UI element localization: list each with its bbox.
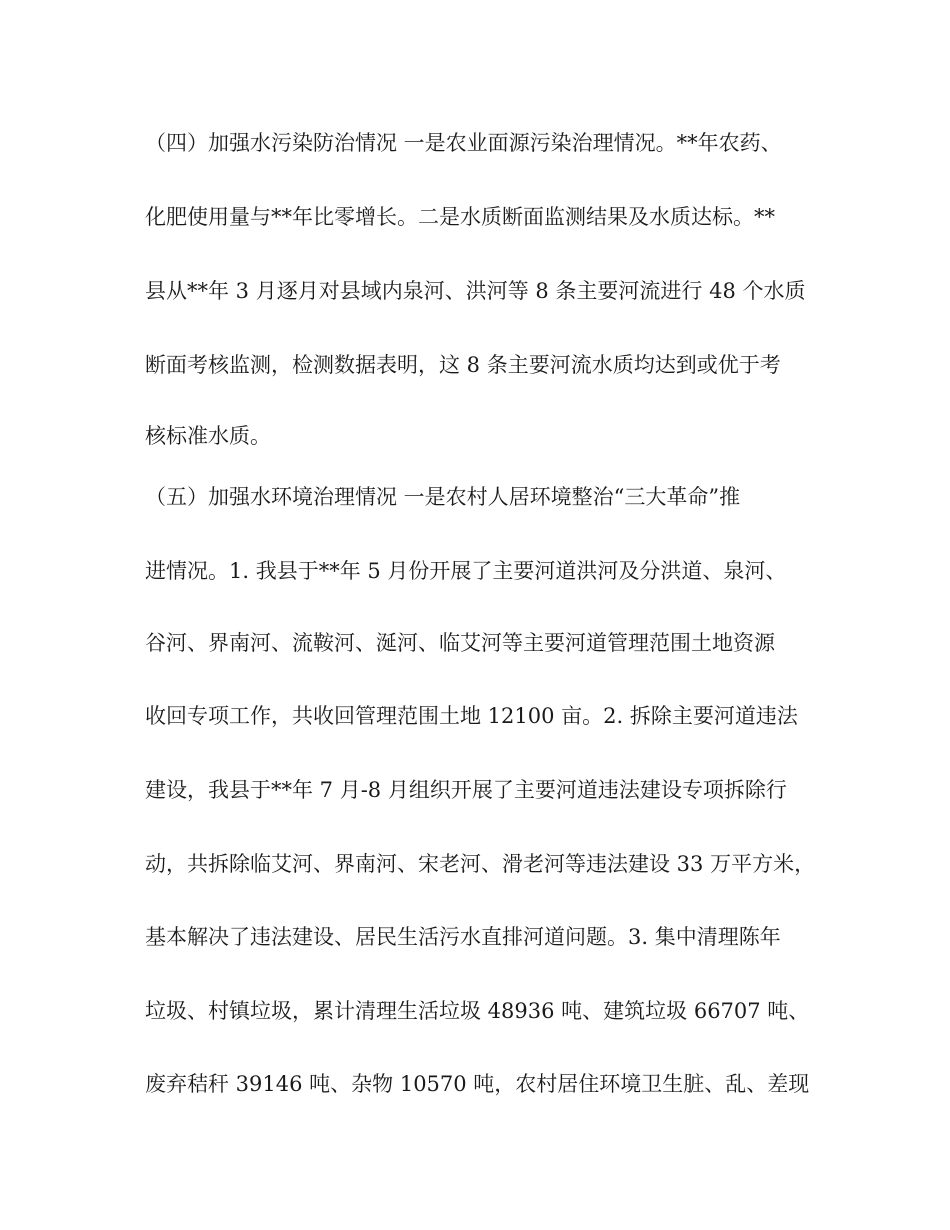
text-line: 进情况。1. 我县于**年 5 月份开展了主要河道洪河及分洪道、泉河、 [145, 559, 787, 583]
text-line: 化肥使用量与**年比零增长。二是水质断面监测结果及水质达标。** [145, 205, 775, 229]
text-line: （五）加强水环境治理情况 一是农村人居环境整治“三大革命”推 [145, 485, 741, 509]
text-line: 动，共拆除临艾河、界南河、宋老河、滑老河等违法建设 33 万平方米， [145, 852, 816, 876]
text-line: 建设，我县于**年 7 月-8 月组织开展了主要河道违法建设专项拆除行 [145, 778, 787, 802]
text-line: 基本解决了违法建设、居民生活污水直排河道问题。3. 集中清理陈年 [145, 925, 781, 949]
text-line: 核标准水质。 [145, 424, 271, 448]
text-line: 收回专项工作，共收回管理范围土地 12100 亩。2. 拆除主要河道违法 [145, 704, 798, 728]
text-line: 谷河、界南河、流鞍河、涎河、临艾河等主要河道管理范围土地资源 [145, 631, 775, 655]
text-line: 断面考核监测，检测数据表明，这 8 条主要河流水质均达到或优于考 [145, 353, 781, 377]
text-line: 废弃秸秆 39146 吨、杂物 10570 吨，农村居住环境卫生脏、乱、差现 [145, 1072, 810, 1096]
text-line: （四）加强水污染防治情况 一是农业面源污染治理情况。**年农药、 [145, 131, 782, 155]
text-line: 县从**年 3 月逐月对县域内泉河、洪河等 8 条主要河流进行 48 个水质 [145, 279, 806, 303]
text-line: 垃圾、村镇垃圾，累计清理生活垃圾 48936 吨、建筑垃圾 66707 吨、 [145, 999, 810, 1023]
